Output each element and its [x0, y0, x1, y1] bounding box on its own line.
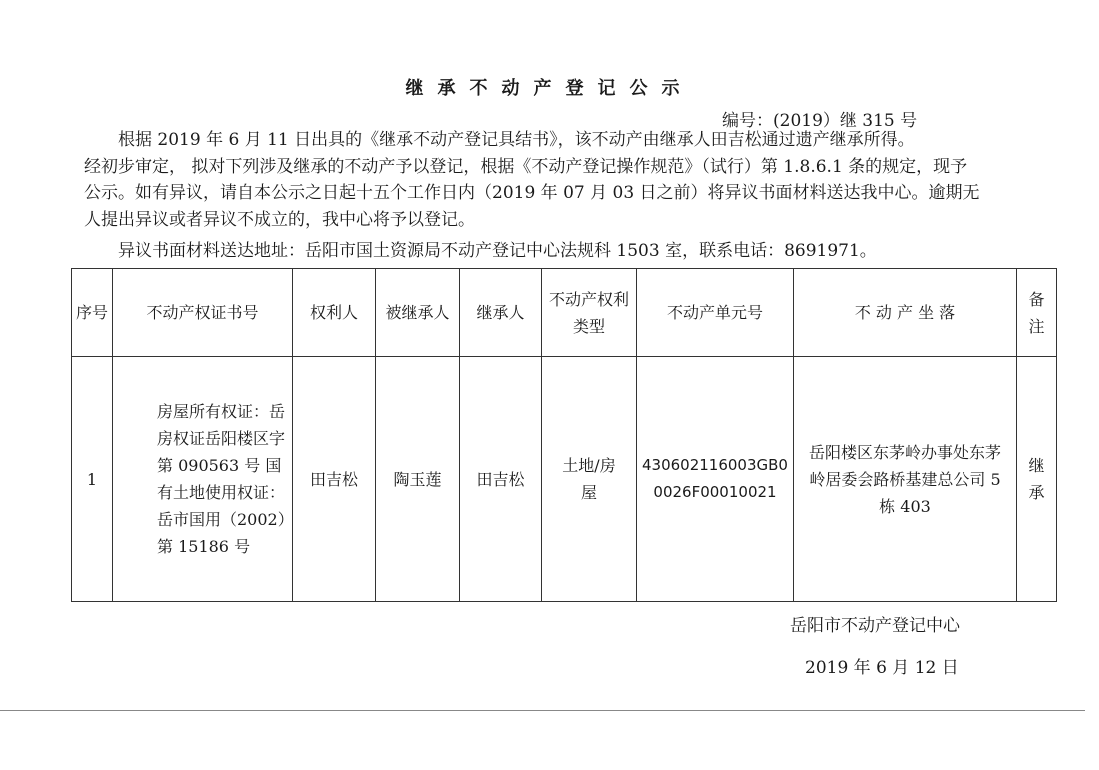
header-cert: 不动产权证书号 — [113, 269, 293, 357]
issue-date: 2019 年 6 月 12 日 — [805, 658, 959, 678]
table-header-row — [72, 269, 1057, 357]
header-right-type: 不动产权利类型 — [542, 269, 637, 357]
header-remark: 备注 — [1017, 269, 1057, 357]
body-line-2: 经初步审定， 拟对下列涉及继承的不动产予以登记，根据《不动产登记操作规范》（试行）第 1.8.6.1 条的规定，现予 — [84, 157, 968, 177]
header-location: 不 动 产 坐 落 — [794, 269, 1017, 357]
header-unit-no: 不动产单元号 — [637, 269, 794, 357]
cell-holder: 田吉松 — [293, 357, 376, 602]
cell-right-type: 土地/房屋 — [542, 357, 637, 602]
registration-table — [71, 268, 1057, 602]
document-title: 继承不动产登记公示 — [405, 78, 694, 99]
cell-decedent: 陶玉莲 — [376, 357, 460, 602]
serial-number: 编号：(2019）继 315 号 — [722, 111, 918, 131]
cell-no: 1 — [72, 357, 113, 602]
table-row — [72, 357, 1057, 602]
header-no: 序号 — [72, 269, 113, 357]
cell-cert: 房屋所有权证：岳房权证岳阳楼区字第 090563 号 国有土地使用权证：岳市国用（2002）第 15186 号 — [113, 357, 293, 602]
body-line-1: 根据 2019 年 6 月 11 日出具的《继承不动产登记具结书》，该不动产由继承人田吉松通过遗产继承所得。 — [118, 130, 915, 150]
header-holder: 权利人 — [293, 269, 376, 357]
header-decedent: 被继承人 — [376, 269, 460, 357]
body-line-5: 异议书面材料送达地址：岳阳市国土资源局不动产登记中心法规科 1503 室，联系电话：8691971。 — [118, 241, 877, 261]
cell-heir: 田吉松 — [460, 357, 542, 602]
cell-location: 岳阳楼区东茅岭办事处东茅岭居委会路桥基建总公司 5 栋 403 — [794, 357, 1017, 602]
cell-unit-no: 430602116003GB00026F00010021 — [637, 357, 794, 602]
body-line-3: 公示。如有异议，请自本公示之日起十五个工作日内（2019 年 07 月 03 日之前）将异议书面材料送达我中心。逾期无 — [84, 183, 980, 203]
header-heir: 继承人 — [460, 269, 542, 357]
body-line-4: 人提出异议或者异议不成立的，我中心将予以登记。 — [84, 210, 475, 230]
page-divider — [0, 710, 1085, 711]
cell-remark: 继承 — [1017, 357, 1057, 602]
issuer-name: 岳阳市不动产登记中心 — [790, 616, 960, 636]
